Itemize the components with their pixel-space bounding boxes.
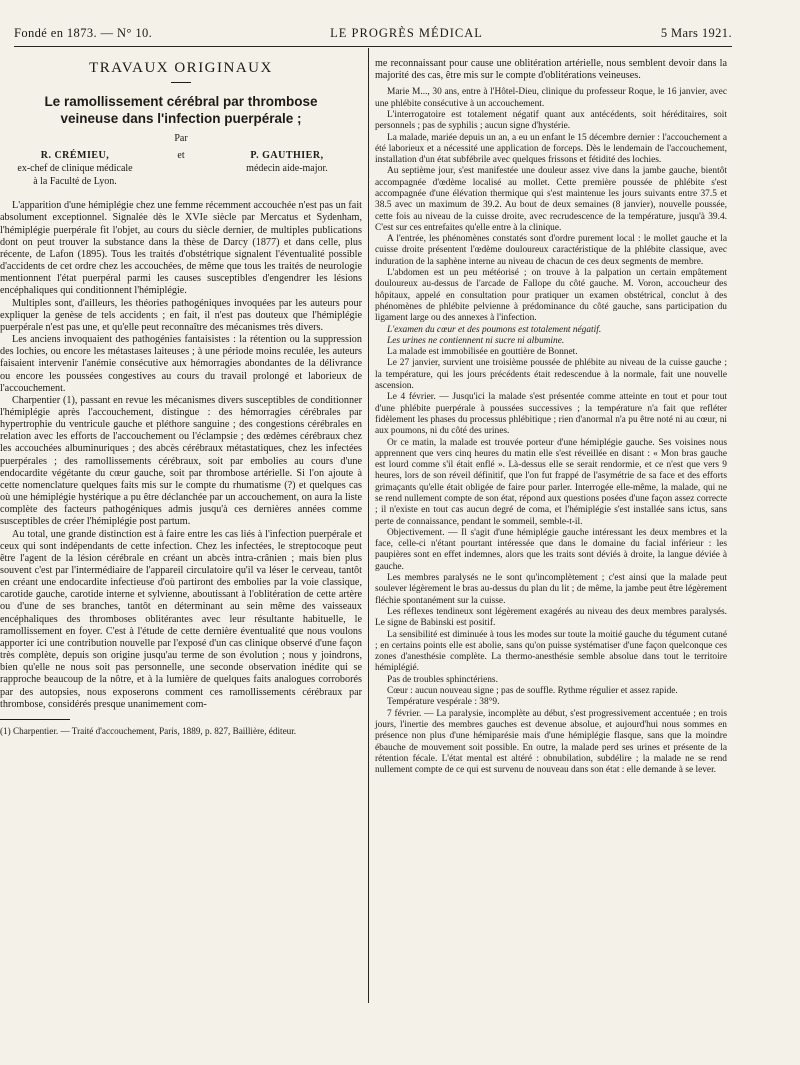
left-paragraph: L'apparition d'une hémiplégie chez une femme récemment accouchée n'est pas un fait absolument exceptionnel. Signalée dès le XVIe siècle par Mercatus et Sydenham, l'hémiplégie puerpérale fit l'objet, au cours du siècle dernier, de multiples publications dont on peut trouver la substance dans la thèse de Darcy (1877) et dans celle, plus récente, de Lafon (1895). Tous les traités d'obstétrique signalent l'éventualité possible d'accidents de cet ordre chez les accouchées, de même que tous les traités de neurologie mentionnent l'état puerpéral parmi les causes susceptibles d'engendrer les lésions encéphaliques qui conditionnent l'hémiplégie. [0, 200, 362, 297]
article-title-line2: veineuse dans l'infection puerpérale ; [60, 111, 302, 127]
case-paragraph: Les réflexes tendineux sont légèrement exagérés au niveau des deux membres paralysés. Le signe de Babinski est positif. [375, 606, 727, 629]
section-title: TRAVAUX ORIGINAUX [89, 60, 273, 76]
journal-title: LE PROGRÈS MÉDICAL [330, 26, 483, 40]
case-paragraph: Le 4 février. — Jusqu'ici la malade s'est présentée comme atteinte en tout et pour tout d'une phlébite puerpérale à poussées successives ; la température n'a fait que refléter fidèlement les phases du processus phlébitique ; rien d'anormal n'a pu être noté ni au cœur, ni aux poumons, ni du côté des urines. [375, 392, 727, 437]
case-paragraph: Les membres paralysés ne le sont qu'incomplètement ; c'est ainsi que la malade peut soulever légèrement le bras au-dessus du plan du lit ; de même, la jambe peut être légèrement fléchie spontanément sur la cuisse. [375, 573, 727, 606]
column-divider [368, 48, 369, 1003]
case-paragraph: Objectivement. — Il s'agit d'une hémiplégie gauche intéressant les deux membres et la face, celle-ci n'étant pourtant intéressée que dans le domaine du facial inférieur : les paupières sont en effet indemnes, alors que les traits sont déviés à droite, la langue déviée à gauche. [375, 527, 727, 572]
case-paragraph: Or ce matin, la malade est trouvée porteur d'une hémiplégie gauche. Ses voisines nous apprennent que vers cinq heures du matin elle s'est réveillée en disant : « Mon bras gauche est lourd comme s'il était enflé ». Là-dessus elle se serait rendormie, et ce n'est que vers 9 heures, lors de son réveil définitif, que l'on fut frappé de l'asymétrie de sa face et des efforts grimaçants qu'elle était obligée de faire pour parler. Interrogée elle-même, la malade, qui ne se rend nullement compte de son état, répond aux questions posées d'une façon assez correcte ; il n'existe en tout cas aucun degré de coma, et l'hémiplégie s'est installée sans ictus, sans perte de connaissance, pendant le sommeil, semble-t-il. [375, 437, 727, 527]
case-paragraph: L'abdomen est un peu météorisé ; on trouve à la palpation un certain empâtement douloureux au-dessus de l'arcade de Fallope du côté gauche. M. Voron, accoucheur des hôpitaux, appelé en consultation pour pratiquer un examen obstétrical, conclut à des phénomènes de phlébite pelvienne à prédominance du côté gauche, sans participation du ligament large ou des annexes à l'infection. [375, 268, 727, 324]
left-column [0, 58, 362, 737]
left-paragraph: Au total, une grande distinction est à faire entre les cas liés à l'infection puerpérale et ceux qui sont indépendants de cette infection. Chez les infectées, le streptocoque peut être l'agent de la lésion cérébrale en créant un abcès intra-crânien ; mais bien plus souvent c'est par l'intermédiaire de l'appareil circulatoire qu'il va léser le cerveau, tantôt en créant une endocardite infectieuse d'où partiront des embolies par la voie classique, carotide gauche, carotide interne et sylvienne, aboutissant à l'oblitération de cette artère ou d'une de ses branches, tantôt en déterminant au sein même des vaisseaux encéphaliques des thromboses oblitérantes avec leur résultante habituelle, le ramollissement en foyer. C'est à l'étude de cette dernière éventualité que nous voulons apporter ici une contribution nouvelle par l'exposé d'un cas clinique observé d'une façon très complète, depuis son origine jusqu'au terme de son évolution ; nous y joindrons, bien qu'elle ne nous soit pas personnelle, une seconde observation inédite qui se rapproche beaucoup de la nôtre, et à la lumière de quelques faits analogues corroborés par des autopsies, nous exposerons comment ces ramollissements cérébraux par thrombose, considérés presque unanimement com- [0, 528, 362, 710]
footnote: (1) Charpentier. — Traité d'accouchement, Paris, 1889, p. 827, Baillière, éditeur. [0, 725, 297, 736]
case-paragraph: 7 février. — La paralysie, incomplète au début, s'est progressivement accentuée ; en trois jours, l'inertie des membres gauches est devenue absolue, et aujourd'hui nous sommes en présence non plus d'une hémiparésie mais d'une hémiplégie flasque, sans que la moindre ébauche de mouvement soit possible. En outre, la malade perd ses urines et présente de la rétention fécale. L'état mental est altéré : obnubilation, subdélire ; la malade ne se rend nullement compte de ce qui est survenu de nouveau dans son état : elle demande à se lever. [375, 708, 727, 776]
page-header [14, 26, 732, 41]
right-column [375, 58, 727, 776]
case-paragraph: Marie M..., 30 ans, entre à l'Hôtel-Dieu, clinique du professeur Roque, le 16 janvier, avec une phlébite consécutive à un accouchement. [375, 87, 727, 109]
author1-role1: ex-chef de clinique médicale [17, 163, 133, 175]
author2-name: P. GAUTHIER, [250, 150, 324, 162]
case-paragraph: Le 27 janvier, survient une troisième poussée de phlébite au niveau de la cuisse gauche ; la température, qui les jours précédents était redescendue à la normale, fait une nouvelle ascension. [375, 358, 727, 392]
case-report [375, 87, 727, 776]
left-paragraph: Multiples sont, d'ailleurs, les théories pathogéniques invoquées par les auteurs pour expliquer la genèse de tels accidents ; en fait, il n'est pas douteux que l'hémiplégie puerpérale n'est pas une, et qu'elle peut reconnaître des mécanismes très divers. [0, 297, 362, 333]
header-date: 5 Mars 1921. [660, 26, 732, 40]
right-intro: me reconnaissant pour cause une oblitération artérielle, nous semblent devoir dans la majorité des cas, être mis sur le compte d'oblitérations veineuses. [375, 58, 727, 82]
author1-name: R. CRÉMIEU, [40, 150, 110, 162]
case-paragraph: Pas de troubles sphinctériens. [387, 674, 498, 685]
case-paragraph: A l'entrée, les phénomènes constatés sont d'ordre purement local : le mollet gauche et la cuisse droite présentent l'œdème douloureux caractéristique de la phlébite classique, avec induration de la saphène interne au niveau de chacun de ces deux segments de membre. [375, 234, 727, 267]
case-paragraph: L'interrogatoire est totalement négatif quant aux antécédents, soit héréditaires, soit personnels ; pas de syphilis ; aucun signe d'hystérie. [375, 109, 727, 132]
case-paragraph: La malade est immobilisée en gouttière de Bonnet. [387, 347, 578, 358]
case-paragraph: Au septième jour, s'est manifestée une douleur assez vive dans la jambe gauche, bientôt accompagnée d'œdème localisé au mollet. Cette première poussée de phlébite s'est accompagnée d'une élévation thermique qui s'est maintenue les jours suivants entre 37.5 et 38.5 avec un maximum de 39.2. Au bout de deux semaines (8 janvier), nouvelle poussée, cette fois au niveau de la cuisse droite, avec recrudescence de la température, jusqu'à 39.4. C'est sur ces entrefaites qu'elle entre à la clinique. [375, 166, 727, 233]
author-cremieu [0, 149, 150, 188]
authors-block [0, 149, 362, 188]
title-dash [171, 82, 191, 83]
left-paragraph: Charpentier (1), passant en revue les mécanismes divers susceptibles de conditionner l'hémiplégie après l'accouchement, distingue : des hémorragies cérébrales par hypertrophie du ventricule gauche et pléthore sanguine ; des congestions cérébrales en relation avec les efforts de l'accouchement ou l'éclampsie ; des œdèmes cérébraux chez les accouchées albuminuriques ; des abcès cérébraux métastatiques, chez les infectées puerpérales ; des ramollissements cérébraux, soit par embolies au cours d'une endocardite végétante du cœur gauche, soit par thrombose artérielle. Si l'on ajoute à cette nomenclature quelques faits mis sur le compte du rhumatisme (?) et quelques cas où une hémiplégie hystérique a pu être déclanchée par un accouchement, on aura la liste complète des facteurs pathogéniques admis jusqu'à ces dernières années comme susceptibles de créer l'hémiplégie post partum. [0, 394, 362, 528]
and-label: et [177, 150, 185, 162]
case-paragraph: La sensibilité est diminuée à tous les modes sur toute la moitié gauche du tégument cutané ; en certains points elle est abolie, sans qu'on puisse systématiser d'une façon quelconque ces zones d'anesthésie complète. La thermo-anesthésie semble absolue dans tout le territoire hémiplégié. [375, 629, 727, 674]
case-paragraph: La malade, mariée depuis un an, a eu un enfant le 15 décembre dernier : l'accouchement a été laborieux et a nécessité une application de forceps. Dès le lendemain de l'accouchement, installation d'un état subfébrile avec quelques frissons et fétidité des lochies. [375, 132, 727, 166]
author2-role1: médecin aide-major. [246, 163, 328, 175]
footnote-rule [0, 719, 70, 720]
case-paragraph: Température vespérale : 38°9. [387, 697, 500, 708]
case-paragraph: Les urines ne contiennent ni sucre ni albumine. [387, 335, 565, 346]
by-label: Par [174, 133, 188, 145]
case-paragraph: Cœur : aucun nouveau signe ; pas de souffle. Rythme régulier et assez rapide. [387, 686, 678, 697]
author-gauthier [212, 149, 362, 188]
header-rule [14, 46, 732, 47]
header-founded: Fondé en 1873. — N° 10. [14, 26, 153, 40]
left-paragraph: Les anciens invoquaient des pathogénies fantaisistes : la rétention ou la suppression des lochies, ou encore les métastases laiteuses ; à une période moins reculée, les auteurs faisaient intervenir l'anémie consécutive aux hémorragies abondantes de la délivrance ou encore les poussées congestives au cours du travail prolongé et laborieux de l'accouchement. [0, 334, 362, 394]
case-paragraph: L'examen du cœur et des poumons est totalement négatif. [387, 324, 602, 335]
article-title [0, 93, 362, 127]
article-title-line1: Le ramollissement cérébral par thrombose [44, 94, 318, 110]
author1-role2: à la Faculté de Lyon. [33, 176, 117, 188]
